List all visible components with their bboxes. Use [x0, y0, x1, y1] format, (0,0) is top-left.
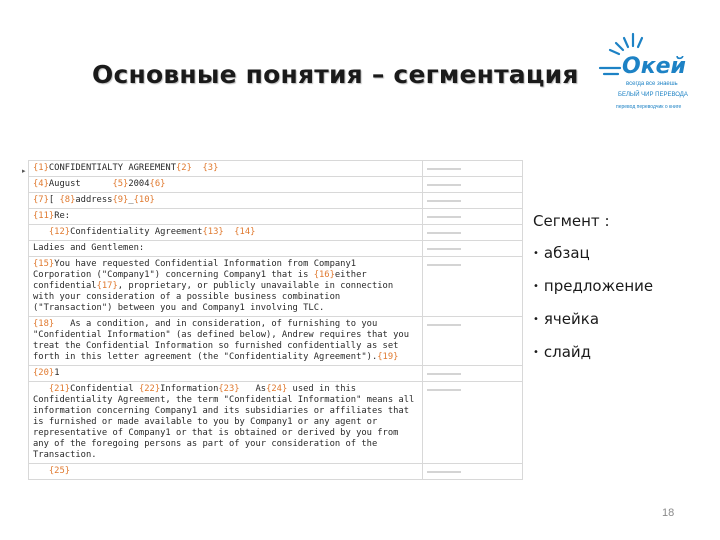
inline-tag: {15} [33, 259, 55, 269]
segment-row[interactable] [29, 177, 523, 193]
segment-row[interactable] [29, 225, 523, 241]
target-cell[interactable] [423, 257, 523, 317]
segment-type-item: • абзац [533, 244, 590, 262]
empty-target-placeholder [427, 248, 461, 250]
source-cell[interactable] [29, 209, 423, 225]
segment-text: As a condition, and in consideration, of furnishing to you "Confidential Information" (as defined below), Andrew requires that you treat the Confidential Information so furnished confidentially as set forth in this letter agreement (the "Confidentiality Agreement"). [33, 319, 415, 362]
logo-wordmark: Окей [622, 54, 686, 79]
source-cell[interactable] [29, 225, 423, 241]
segment-row[interactable] [29, 366, 523, 382]
bullet-icon: • [533, 281, 539, 292]
inline-tag: {21} [33, 384, 71, 394]
target-cell[interactable] [423, 225, 523, 241]
segment-type-item: • ячейка [533, 310, 600, 328]
segment-text: either confidential [33, 270, 372, 291]
inline-tag: {10} [133, 195, 155, 205]
segment-text: used in this Confidentiality Agreement, the term "Confidential Information" means all information concerning Company1 and its subsidiaries or affiliates that is furnished or made available to you by Company1 or any agent or representative of Company1 or that is obtained or derived by you from any of the foregoing persons as part of your consideration of the Transaction. [33, 384, 420, 460]
segment-text: [ [48, 195, 60, 205]
segment-text: , proprietary, or publicly unavailable in connection with your consideration of a possible business combination ("Transaction") between you and Company1 involving TLC. [33, 281, 399, 313]
segment-text: Re: [54, 211, 71, 221]
empty-target-placeholder [427, 184, 461, 186]
empty-target-placeholder [427, 324, 461, 326]
inline-tag: {8} [59, 195, 76, 205]
inline-tag: {22} [138, 384, 161, 394]
segment-types-panel [533, 212, 653, 376]
empty-target-placeholder [427, 373, 461, 375]
source-cell[interactable] [29, 241, 423, 257]
segment-text: Confidentiality Agreement [70, 227, 203, 237]
segment-type-item: • слайд [533, 343, 592, 361]
bullet-icon: • [533, 347, 539, 358]
segment-type-list [533, 244, 653, 376]
empty-target-placeholder [427, 168, 461, 170]
target-cell[interactable] [423, 177, 523, 193]
row-pointer-icon: ▸ [22, 168, 26, 175]
inline-tag: {25} [33, 466, 71, 476]
segment-type-item: • предложение [533, 277, 654, 295]
bullet-icon: • [533, 314, 539, 325]
source-cell[interactable] [29, 366, 423, 382]
logo-tagline-1: всегда все знаешь [626, 81, 678, 87]
target-cell[interactable] [423, 317, 523, 366]
empty-target-placeholder [427, 471, 461, 473]
segment-text: CONFIDENTIALTY AGREEMENT [48, 163, 176, 173]
target-cell[interactable] [423, 382, 523, 464]
segment-text: 2004 [128, 179, 150, 189]
inline-tag: {17} [96, 281, 118, 291]
target-cell[interactable] [423, 464, 523, 480]
okey-logo [596, 32, 692, 112]
segment-row[interactable] [29, 464, 523, 480]
inline-tag: {23} [218, 384, 240, 394]
inline-tag: {16} [313, 270, 335, 280]
target-cell[interactable] [423, 193, 523, 209]
segment-text: 1 [54, 368, 60, 378]
target-cell[interactable] [423, 241, 523, 257]
empty-target-placeholder [427, 389, 461, 391]
inline-tag: {12} [33, 227, 71, 237]
segment-text: August [48, 179, 113, 189]
segment-text: Information [160, 384, 219, 394]
inline-tag: {18} [33, 319, 55, 329]
source-cell[interactable] [29, 177, 423, 193]
target-cell[interactable] [423, 209, 523, 225]
segment-heading: Сегмент : [533, 212, 610, 230]
segment-text: address [75, 195, 113, 205]
bullet-icon: • [533, 248, 539, 259]
inline-tag: {11} [33, 211, 55, 221]
inline-tag: {13} {14} [202, 227, 256, 237]
segment-text: As [239, 384, 267, 394]
inline-tag: {9} [112, 195, 129, 205]
source-cell[interactable] [29, 317, 423, 366]
segment-text: Ladies and Gentlemen: [33, 243, 145, 253]
inline-tag: {6} [149, 179, 166, 189]
empty-target-placeholder [427, 200, 461, 202]
empty-target-placeholder [427, 216, 461, 218]
empty-target-placeholder [427, 232, 461, 234]
segment-text: Confidential [70, 384, 139, 394]
segment-row[interactable] [29, 382, 523, 464]
segment-row[interactable] [29, 257, 523, 317]
logo-tagline-2: БЕЛЫЙ ЧИР ПЕРЕВОДА [618, 92, 688, 98]
source-cell[interactable] [29, 161, 423, 177]
inline-tag: {24} [266, 384, 288, 394]
inline-tag: {2} {3} [176, 163, 219, 173]
target-cell[interactable] [423, 366, 523, 382]
inline-tag: {5} [112, 179, 129, 189]
source-cell[interactable] [29, 193, 423, 209]
inline-tag: {19} [377, 352, 399, 362]
segment-row[interactable] [29, 317, 523, 366]
slide-title: Основные понятия – сегментация [92, 60, 579, 89]
segment-row[interactable] [29, 241, 523, 257]
segment-row[interactable] [29, 193, 523, 209]
inline-tag: {20} [33, 368, 55, 378]
source-cell[interactable] [29, 257, 423, 317]
segment-text: You have requested Confidential Information from Company1 Corporation ("Company1") concerning Company1 that is [33, 259, 362, 280]
source-cell[interactable] [29, 382, 423, 464]
inline-tag: {4} [33, 179, 49, 189]
source-cell[interactable] [29, 464, 423, 480]
inline-tag: {1} [33, 163, 49, 173]
segment-table [28, 160, 523, 480]
target-cell[interactable] [423, 161, 523, 177]
segment-text: _ [128, 195, 134, 205]
page-number: 18 [662, 507, 675, 519]
empty-target-placeholder [427, 264, 461, 266]
segment-row[interactable] [29, 161, 523, 177]
segment-row[interactable] [29, 209, 523, 225]
logo-tagline-3: перевод переводчик о книге [616, 104, 682, 110]
inline-tag: {7} [33, 195, 49, 205]
